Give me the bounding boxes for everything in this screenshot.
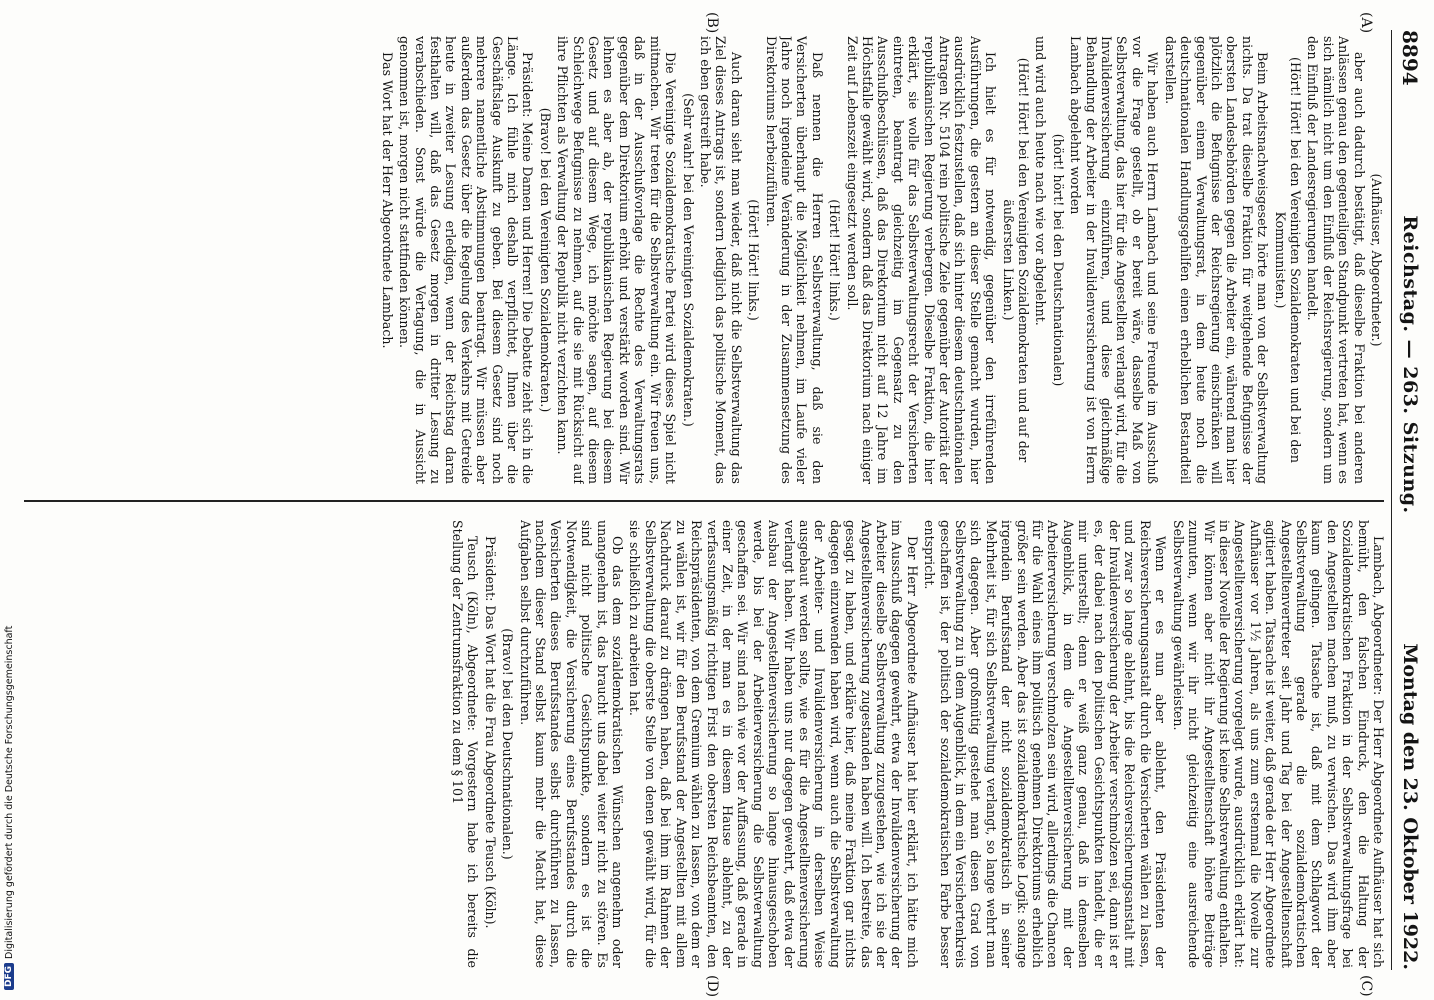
interjection: (Bravo! bei den Deutschnationalen.) bbox=[500, 628, 516, 860]
page-number: 8894 bbox=[1398, 30, 1422, 86]
paragraph: Lambach, Abgeordneter: Der Herr Abgeordnete Aufhäuser hat sich bemüht, den falschen Eindruck, den die Haltung der Sozialdemokratischen Fraktion in der Selbstverwaltungsfrage bei den Angestellten machen muß, zu verwischen. Das wird ihm aber kaum gelingen. Tatsache ist, daß mit dem Schlagwort der Selbstverwaltung gerade die sozialdemokratischen Angestelltenvertreter seit Jahr und Tag bei der Angestelltenschaft agitiert haben. Tatsache ist weiter, daß gerade der Herr Abgeordnete Aufhäuser vor 1½ Jahren, als uns zum erstenmal die Novelle zur Angestelltenversicherung vorgelegt wurde, ausdrücklich erklärt hat: in dieser Novelle der Regierung ist keine Selbstverwaltung enthalten. Wir können aber nicht ihr Angestelltenschaft höhere Beiträge zumuten, wenn wir ihr nicht gleichzeitig eine ausreichende Selbstverwaltung gewährleisten. bbox=[1170, 520, 1386, 968]
paragraph: Teusch (Köln), Abgeordnete: Vorgestern habe ich bereits die Stellung der Zentrumsfraktion zu dem § 101 bbox=[450, 520, 481, 968]
interjection: (Sehr wahr! bei den Vereinigten Sozialdemokraten.) bbox=[680, 93, 696, 427]
paragraph: Beim Arbeitsnachweisgesetz hörte man von der Selbstverwaltung nichts. Da trat dieselbe Fraktion für weitgehende Befugnisse der obersten Landesbehörden gegen die Arbeiter ein, während man hier plötzlich die Befugnisse der Reichsregierung einschränken will gegenüber einem Verwaltungsrat, in dem heute noch die deutschnationalen Handlungsgehilfen einen erheblichen Bestandteil darstellen. bbox=[1162, 36, 1271, 484]
paragraph: aber auch dadurch bestätigt, daß dieselbe Fraktion bei anderen Anlässen genau den gegenteiligen Standpunkt vertreten hat, wenn es sich nämlich nicht um den Einfluß der Reichsregierung, sondern um den Einfluß der Landesregierungen handelt. bbox=[1305, 36, 1367, 484]
margin-marker-b: (B) bbox=[704, 12, 720, 34]
paragraph: Der Herr Abgeordnete Aufhäuser hat hier erklärt, ich hätte mich im Ausschuß dagegen gewehrt, etwa der Invalidenversicherung der Arbeiter dieselbe Selbstverwaltung zuzugestehen, wie ich sie der Angestelltenversicherung zugestanden haben will. Ich bestreite, das gesagt zu haben, und erkläre hier, daß meine Fraktion gar nichts dagegen einzuwenden haben wird, wenn auch die Selbstverwaltung der Arbeiter- und Invalidenversicherung in derselben Weise ausgebaut werden sollte, wie es für die Angestelltenversicherung verlangt haben. Wir haben uns nur dagegen gewehrt, daß etwa der Ausbau der Angestelltenversicherung so lange hinausgeschoben werde, bis bei der Arbeiterversicherung die Selbstverwaltung geschaffen sei. Wir sind nach wie vor der Auffassung, daß gerade in einer Zeit, in der man es in diesem Hause ablehnt, zu der verfassungsmäßig richtigen Frist den obersten Reichsbeamten, den Reichspräsidenten, von dem Gremium wählen zu lassen, von dem er zu wählen ist, wir für den Berufsstand der Angestellten mit allem Nachdruck darauf zu drängen haben, daß bei ihm im Rahmen der Selbstverwaltung die oberste Stelle von denen gewählt wird, für die sie schließlich zu arbeiten hat. bbox=[627, 520, 920, 968]
session-date: Montag den 23. Oktober 1922. bbox=[1399, 643, 1421, 970]
paragraph: Ich hielt es für notwendig, gegenüber den irreführenden Ausführungen, die gestern an dieser Stelle gemacht wurden, hier ausdrücklich festzustellen, daß sich hinter diesem deutschnationalen Antragen Nr. 5104 rein politische Ziele gegenüber der Autorität der republikanischen Regierung verbergen. Dieselbe Fraktion, die hier erklärt, sie wolle für das Selbstverwaltungsrecht der Versicherten eintreten, beantragt gleichzeitig im Gegensatz zu den Ausschußbeschlüssen, daß das Direktorium nicht auf 12 Jahre im Höchstfalle gewählt wird, sondern daß das Direktorium nach einiger Zeit auf Lebenszeit eingesetzt werden soll. bbox=[844, 36, 999, 484]
column-divider bbox=[24, 500, 1384, 502]
margin-marker-a: (A) bbox=[1358, 12, 1374, 34]
paragraph: Ob das dem sozialdemokratischen Wünschen angenehm oder unangenehm ist, das braucht uns dabei weiter nicht zu stören. Es sind nicht politische Gesichtspunkte, sondern es ist die Notwendigkeit, die Versicherung eines Berufsstandes durch die Versicherten dieses Berufsstandes selbst durchführen zu lassen, nachdem dieser Stand selbst kaum mehr die Macht hat, diese Aufgaben selbst durchzuführen. bbox=[517, 520, 626, 968]
paragraph: Präsident: Meine Damen und Herren! Die Debatte zieht sich in die Länge. Ich fühle mich deshalb verpflichtet, Ihnen über die Geschäftslage Auskunft zu geben. Bei diesem Gesetz sind noch mehrere namentliche Abstimmungen beantragt. Wir müssen aber außerdem das Gesetz über die Regelung des Verkehrs mit Getreide heute in zweiter Lesung erledigen, wenn der Reichstag daran festhalten will, daß das Gesetz morgen in dritter Lesung zu verabschieden. Sonst würde die Vertagung, die in Aussicht genommen ist, morgen nicht stattfinden können. bbox=[397, 36, 536, 484]
credit-text: Digitalisierung gefördert durch die Deutsche Forschungsgemeinschaft bbox=[3, 625, 15, 959]
session-title: Reichstag. — 263. Sitzung. bbox=[1399, 215, 1421, 514]
interjection: (Aufhäuser, Abgeordneter.) bbox=[1369, 173, 1384, 347]
paragraph: Das Wort hat der Herr Abgeordnete Lambach. bbox=[379, 52, 395, 349]
interjection: (Bravo! bei den Vereinigten Sozialdemokraten.) bbox=[537, 107, 553, 413]
interjection: (Hört! Hört! links.) bbox=[746, 199, 762, 321]
interjection: (hört! hört! bei den Deutschnationalen) bbox=[1050, 133, 1066, 387]
interjection: (Hört! Hört! links.) bbox=[827, 199, 843, 321]
paragraph: Wenn er es nun aber ablehnt, den Präsidenten der Reichsversicherungsanstalt durch die Versicherten wählen zu lassen, und zwar so lange ablehnt, bis die Reichsversicherungsanstalt mit der Invalidenversicherung der Arbeiter verschmolzen sei, dann ist er es, der dabei nach den politischen Gesichtspunkten handelt, die er mir unterstellt; denn er weiß ganz genau, daß in demselben Augenblick, in dem die Angestelltenversicherung mit der Arbeiterversicherung verschmolzen sein wird, allerdings die Chancen für die Wahl eines ihm politisch genehmen Direktoriums erheblich größer sein werden. Aber das ist sozialdemokratische Logik: solange irgendein Berufsstand der nicht sozialdemokratisch in seiner Mehrheit ist, für sich Selbstverwaltung verlangt, so lange wehrt man sich dagegen. Aber großmütig gestehet man diesen Grad von Selbstverwaltung zu in dem Augenblick, in dem ein Versichertenkreis geschaffen ist, der politisch der sozialdemokratischen Farbe besser entspricht. bbox=[922, 520, 1169, 968]
right-column bbox=[16, 520, 1386, 968]
left-column bbox=[16, 36, 1386, 484]
paragraph: und wird auch heute nach wie vor abgelehnt. bbox=[1033, 36, 1049, 326]
paragraph: Präsident: Das Wort hat die Frau Abgeordnete Teusch (Köln). bbox=[482, 536, 498, 929]
paragraph: Die Vereinigte Sozialdemokratische Partei wird dieses Spiel nicht mitmachen. Wir treten für die Selbstverwaltung ein. Wir freuen uns, daß in der Ausschußvorlage die Rechte des Verwaltungsrats gegenüber dem Direktorium erhöht und verstärkt worden sind. Wir lehnen es aber ab, der republikanischen Regierung bei diesem Gesetz und auf diesem Wege, ich möchte sagen, auf diesem Schleichwege Befugnisse zu nehmen, auf die sie mit Rücksicht auf ihre Pflichten als Verwaltung der Republik nicht verzichten kann. bbox=[555, 36, 679, 484]
digitization-credit bbox=[2, 560, 16, 990]
dfg-logo: DFG bbox=[4, 963, 14, 990]
interjection: (Hört! Hört! bei den Vereinigten Sozialdemokraten und auf der äußersten Linken.) bbox=[1000, 57, 1032, 463]
margin-marker-c: (C) bbox=[1358, 975, 1374, 997]
interjection: (Hört! Hört! bei den Vereinigten Sozialdemokraten und bei den Kommunisten.) bbox=[1272, 57, 1303, 463]
paragraph: Auch daran sieht man wieder, daß nicht die Selbstverwaltung das Ziel dieses Antrags ist, sondern lediglich das politische Moment, das ich eben gestreift habe. bbox=[697, 36, 744, 484]
page-header bbox=[1391, 30, 1428, 970]
paragraph: Daß nennen die Herren Selbstverwaltung, daß sie den Versicherten überhaupt die Möglichkeit nehmen, im Laufe vieler Jahre noch irgendeine Veränderung in der Zusammensetzung des Direktoriums herbeizuführen. bbox=[763, 36, 825, 484]
paragraph: Wir haben auch Herrn Lambach und seine Freunde im Ausschuß vor die Frage gestellt, ob er bereit wäre, dasselbe Maß von Selbstverwaltung, das hier für die Angestellten verlangt wird, für die Invalidenversicherung einzuführen, und diese gleichmäßige Behandlung der Arbeiter in der Invalidenversicherung ist von Herrn Lambach abgelehnt worden bbox=[1068, 36, 1161, 484]
margin-marker-d: (D) bbox=[704, 975, 720, 998]
